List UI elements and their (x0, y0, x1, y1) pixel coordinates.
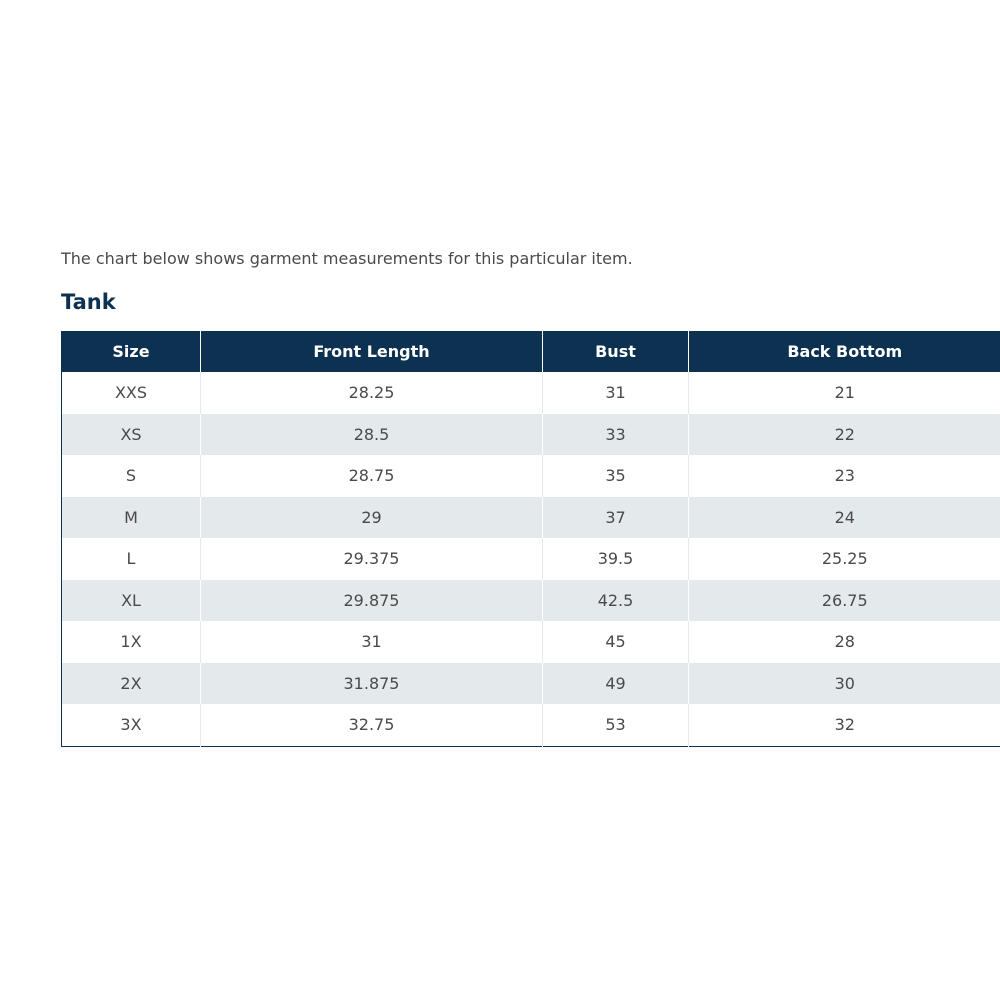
cell-size: S (62, 455, 201, 497)
cell-bust: 37 (543, 497, 689, 539)
cell-front-length: 28.75 (201, 455, 543, 497)
table-row (62, 538, 1000, 580)
header-back-bottom: Back Bottom (689, 331, 1000, 372)
cell-front-length: 29.875 (201, 580, 543, 622)
table-row (62, 621, 1000, 663)
cell-back-bottom: 30 (689, 663, 1000, 705)
cell-size: XL (62, 580, 201, 622)
cell-size: 3X (62, 704, 201, 746)
cell-size: M (62, 497, 201, 539)
cell-bust: 45 (543, 621, 689, 663)
cell-bust: 35 (543, 455, 689, 497)
cell-front-length: 28.5 (201, 414, 543, 456)
cell-front-length: 31.875 (201, 663, 543, 705)
table-row (62, 455, 1000, 497)
cell-size: XXS (62, 372, 201, 414)
table-row (62, 580, 1000, 622)
cell-bust: 31 (543, 372, 689, 414)
cell-size: L (62, 538, 201, 580)
cell-front-length: 29 (201, 497, 543, 539)
header-size: Size (62, 331, 201, 372)
table-row (62, 704, 1000, 746)
cell-size: 1X (62, 621, 201, 663)
table-row (62, 497, 1000, 539)
cell-back-bottom: 26.75 (689, 580, 1000, 622)
cell-back-bottom: 32 (689, 704, 1000, 746)
cell-front-length: 32.75 (201, 704, 543, 746)
cell-front-length: 31 (201, 621, 543, 663)
cell-bust: 42.5 (543, 580, 689, 622)
cell-bust: 33 (543, 414, 689, 456)
cell-back-bottom: 21 (689, 372, 1000, 414)
cell-size: XS (62, 414, 201, 456)
cell-front-length: 28.25 (201, 372, 543, 414)
table-row (62, 663, 1000, 705)
table-header-row (62, 331, 1000, 372)
cell-bust: 53 (543, 704, 689, 746)
measurement-table (61, 331, 1000, 747)
table-row (62, 414, 1000, 456)
cell-front-length: 29.375 (201, 538, 543, 580)
header-front-length: Front Length (201, 331, 543, 372)
cell-bust: 39.5 (543, 538, 689, 580)
cell-back-bottom: 25.25 (689, 538, 1000, 580)
section-heading: Tank (61, 290, 116, 314)
cell-back-bottom: 23 (689, 455, 1000, 497)
cell-back-bottom: 24 (689, 497, 1000, 539)
intro-text: The chart below shows garment measurements for this particular item. (61, 249, 633, 268)
cell-back-bottom: 28 (689, 621, 1000, 663)
cell-bust: 49 (543, 663, 689, 705)
cell-size: 2X (62, 663, 201, 705)
cell-back-bottom: 22 (689, 414, 1000, 456)
header-bust: Bust (543, 331, 689, 372)
table-row (62, 372, 1000, 414)
